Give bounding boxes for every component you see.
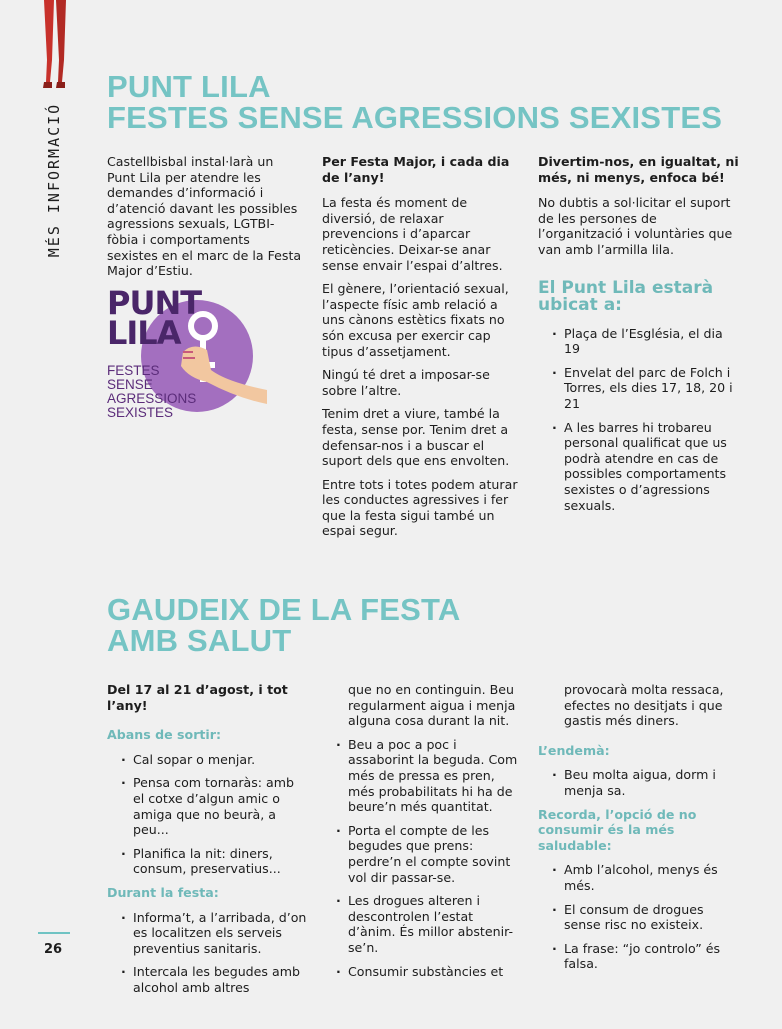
legs-illustration [40,0,70,90]
during-list [107,910,307,996]
logo-subtitle: FESTES SENSE AGRESSIONS SEXISTES [107,363,197,420]
list-item: · Beu a poc a poc i assaborint la beguda. Com més de pressa es pren, més probabilitats hi ha de beure’n més quantitat. [338,737,518,815]
paragraph: Tenim dret a viure, també la festa, sense por. Tenim dret a defensar-nos i a buscar el suport dels que ens envolten. [322,406,510,469]
dates-heading: Del 17 al 21 d’agost, i tot l’any! [107,682,288,713]
next-day-label: L’endemà: [538,742,610,758]
remember-label: Recorda, l’opció de no consumir és la més saludable: [538,806,697,853]
list-item: · Cal sopar o menjar. [123,752,307,768]
punt-lila-logo [107,286,267,424]
list-item: · Envelat del parc de Folch i Torres, els dies 17, 18, 20 i 21 [554,365,742,412]
before-list [107,752,307,877]
salut-col-1 [107,682,307,1004]
list-item: · Beu molta aigua, dorm i menja sa. [554,767,742,798]
punt-lila-col-2 [322,154,518,547]
during-label: Durant la festa: [107,884,219,900]
list-item: · Consumir substàncies et [338,964,518,980]
list-item: · La frase: “jo controlo” és falsa. [554,941,742,972]
paragraph: No dubtis a sol·licitar el suport de les persones de l’organització i voluntàries que van amb l’armilla lila. [538,195,733,257]
before-label: Abans de sortir: [107,727,221,743]
punt-lila-col-1 [107,154,303,287]
list-item: · A les barres hi trobareu personal qualificat que us podrà atendre en cas de possibles comportaments sexistes o d’agressions sexuals. [554,420,742,514]
list-item: · Les drogues alteren i descontrolen l’estat d’ànim. És millor abstenir-se’n. [338,893,518,955]
list-item: · El consum de drogues sense risc no existeix. [554,902,742,933]
salut-col-2 [322,682,518,987]
page-number-rule [38,932,70,934]
punt-lila-col-3 [538,154,742,521]
paragraph: Entre tots i totes podem aturar les conductes agressives i fer que la festa sigui també un espai segur. [322,476,518,539]
list-item: · Intercala les begudes amb alcohol amb altres [123,964,307,995]
list-item: · Informa’t, a l’arribada, d’on es localitzen els serveis preventius sanitaris. [123,910,307,957]
list-item: · Porta el compte de les begudes que prens: perdre’n el compte sovint vol dir passar-se. [338,823,518,885]
remember-list [538,862,742,972]
location-list [538,326,742,514]
location-subheading: El Punt Lila estarà ubicat a: [538,277,714,315]
continuation-text: provocarà molta ressaca, efectes no desitjats i que gastis més diners. [564,682,724,729]
logo-word-lila: LILA [107,314,181,352]
side-label: MÉS INFORMACIÓ [45,102,63,258]
gaudeix-title: GAUDEIX DE LA FESTA AMB SALUT [107,592,461,658]
intro-paragraph: Castellbisbal instal·larà un Punt Lila per atendre les demandes d’informació i d’atenció davant les possibles agressions sexuals, LGTBI-fòbia i comportaments sexistes en el marc de la Festa Major d’Estiu. [107,154,302,279]
paragraph: El gènere, l’orientació sexual, l’aspecte físic amb relació a uns cànons estètics fixats no són excusa per exercir cap tipus d’assetjament. [322,281,509,359]
list-item: · Amb l’alcohol, menys és més. [554,862,742,893]
page-number: 26 [44,942,63,957]
salut-col-3 [538,682,742,980]
paragraph: La festa és moment de diversió, de relaxar prevencions i d’aparcar reticències. Deixar-se anar sense envair l’espai d’altres. [322,195,503,273]
list-item: · Pensa com tornaràs: amb el cotxe d’algun amic o amiga que no beurà, a peu... [123,775,307,837]
logo-word-punt: PUNT [107,284,202,322]
list-item: · Plaça de l’Església, el dia 19 [554,326,742,357]
paragraph: Ningú té dret a imposar-se sobre l’altre. [322,367,490,398]
next-day-list [538,767,742,798]
tips-list [322,737,518,979]
punt-lila-title: PUNT LILA FESTES SENSE AGRESSIONS SEXISTES [107,69,723,135]
continuation-text: que no en continguin. Beu regularment aigua i menja alguna cosa durant la nit. [348,682,516,729]
list-item: · Planifica la nit: diners, consum, preservatius... [123,846,307,877]
divertim-heading: Divertim-nos, en igualtat, ni més, ni menys, enfoca bé! [538,154,739,185]
festa-major-heading: Per Festa Major, i cada dia de l’any! [322,154,510,185]
